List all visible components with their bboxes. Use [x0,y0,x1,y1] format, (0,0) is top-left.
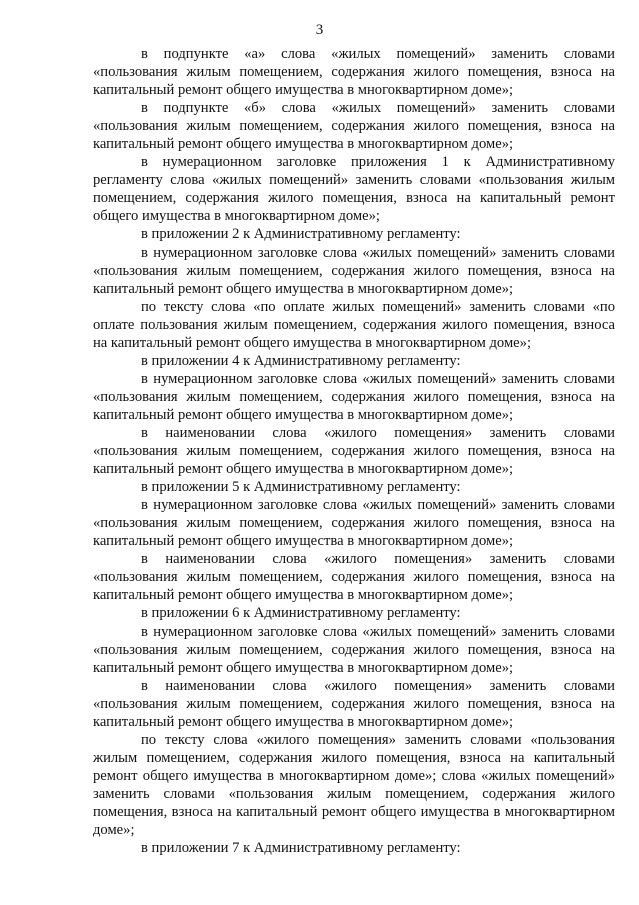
paragraph-appendix-4-intro: в приложении 4 к Административному регламенту: [141,352,461,369]
paragraph-appendix-5-intro: в приложении 5 к Административному регламенту: [141,479,461,496]
paragraph-appendix-2-intro: в приложении 2 к Административному регламенту: [141,226,461,243]
paragraph-appendix-6-heading: в нумерационном заголовке слова «жилых помещений» заменить словами «пользования жилым помещением, содержания жилого помещения, взноса на капитальный ремонт общего имущества в многоквартирном доме»; [93,623,615,676]
paragraph-subpoint-b: в подпункте «б» слова «жилых помещений» заменить словами «пользования жилым помещением, содержания жилого помещения, взноса на капитальный ремонт общего имущества в многоквартирном доме»; [93,100,615,153]
paragraph-appendix-7-intro: в приложении 7 к Административному регламенту: [141,840,461,857]
page-number: 3 [315,22,324,38]
paragraph-appendix-2-text: по тексту слова «по оплате жилых помещений» заменить словами «по оплате пользования жилым помещением, содержания жилого помещения, взноса на капитальный ремонт общего имущества в многоквартирном доме»; [93,298,615,351]
paragraph-appendix-6-intro: в приложении 6 к Административному регламенту: [141,605,461,622]
paragraph-appendix-4-heading: в нумерационном заголовке слова «жилых помещений» заменить словами «пользования жилым помещением, содержания жилого помещения, взноса на капитальный ремонт общего имущества в многоквартирном доме»; [93,370,615,423]
paragraph-appendix-6-title: в наименовании слова «жилого помещения» заменить словами «пользования жилым помещением, содержания жилого помещения, взноса на капитальный ремонт общего имущества в многоквартирном доме»; [93,677,615,730]
document-body [93,45,615,857]
paragraph-appendix-2-heading: в нумерационном заголовке слова «жилых помещений» заменить словами «пользования жилым помещением, содержания жилого помещения, взноса на капитальный ремонт общего имущества в многоквартирном доме»; [93,244,615,297]
paragraph-appendix-1-heading: в нумерационном заголовке приложения 1 к Административному регламенту слова «жилых помещений» заменить словами «пользования жилым помещением, содержания жилого помещения, взноса на капитальный ремонт общего имущества в многоквартирном доме»; [93,154,615,225]
paragraph-appendix-5-heading: в нумерационном заголовке слова «жилых помещений» заменить словами «пользования жилым помещением, содержания жилого помещения, взноса на капитальный ремонт общего имущества в многоквартирном доме»; [93,497,615,550]
paragraph-appendix-4-title: в наименовании слова «жилого помещения» заменить словами «пользования жилым помещением, содержания жилого помещения, взноса на капитальный ремонт общего имущества в многоквартирном доме»; [93,424,615,478]
paragraph-appendix-5-title: в наименовании слова «жилого помещения» заменить словами «пользования жилым помещением, содержания жилого помещения, взноса на капитальный ремонт общего имущества в многоквартирном доме»; [93,551,615,604]
paragraph-appendix-6-text: по тексту слова «жилого помещения» заменить словами «пользования жилым помещением, содержания жилого помещения, взноса на капитальный ремонт общего имущества в многоквартирном доме»; слова «жилых помещений» заменить словами «пользования жилым помещением, содержания жилого помещения, взноса на капитальный ремонт общего имущества в многоквартирном доме»; [93,731,615,839]
paragraph-subpoint-a: в подпункте «а» слова «жилых помещений» заменить словами «пользования жилым помещением, содержания жилого помещения, взноса на капитальный ремонт общего имущества в многоквартирном доме»; [93,46,615,99]
